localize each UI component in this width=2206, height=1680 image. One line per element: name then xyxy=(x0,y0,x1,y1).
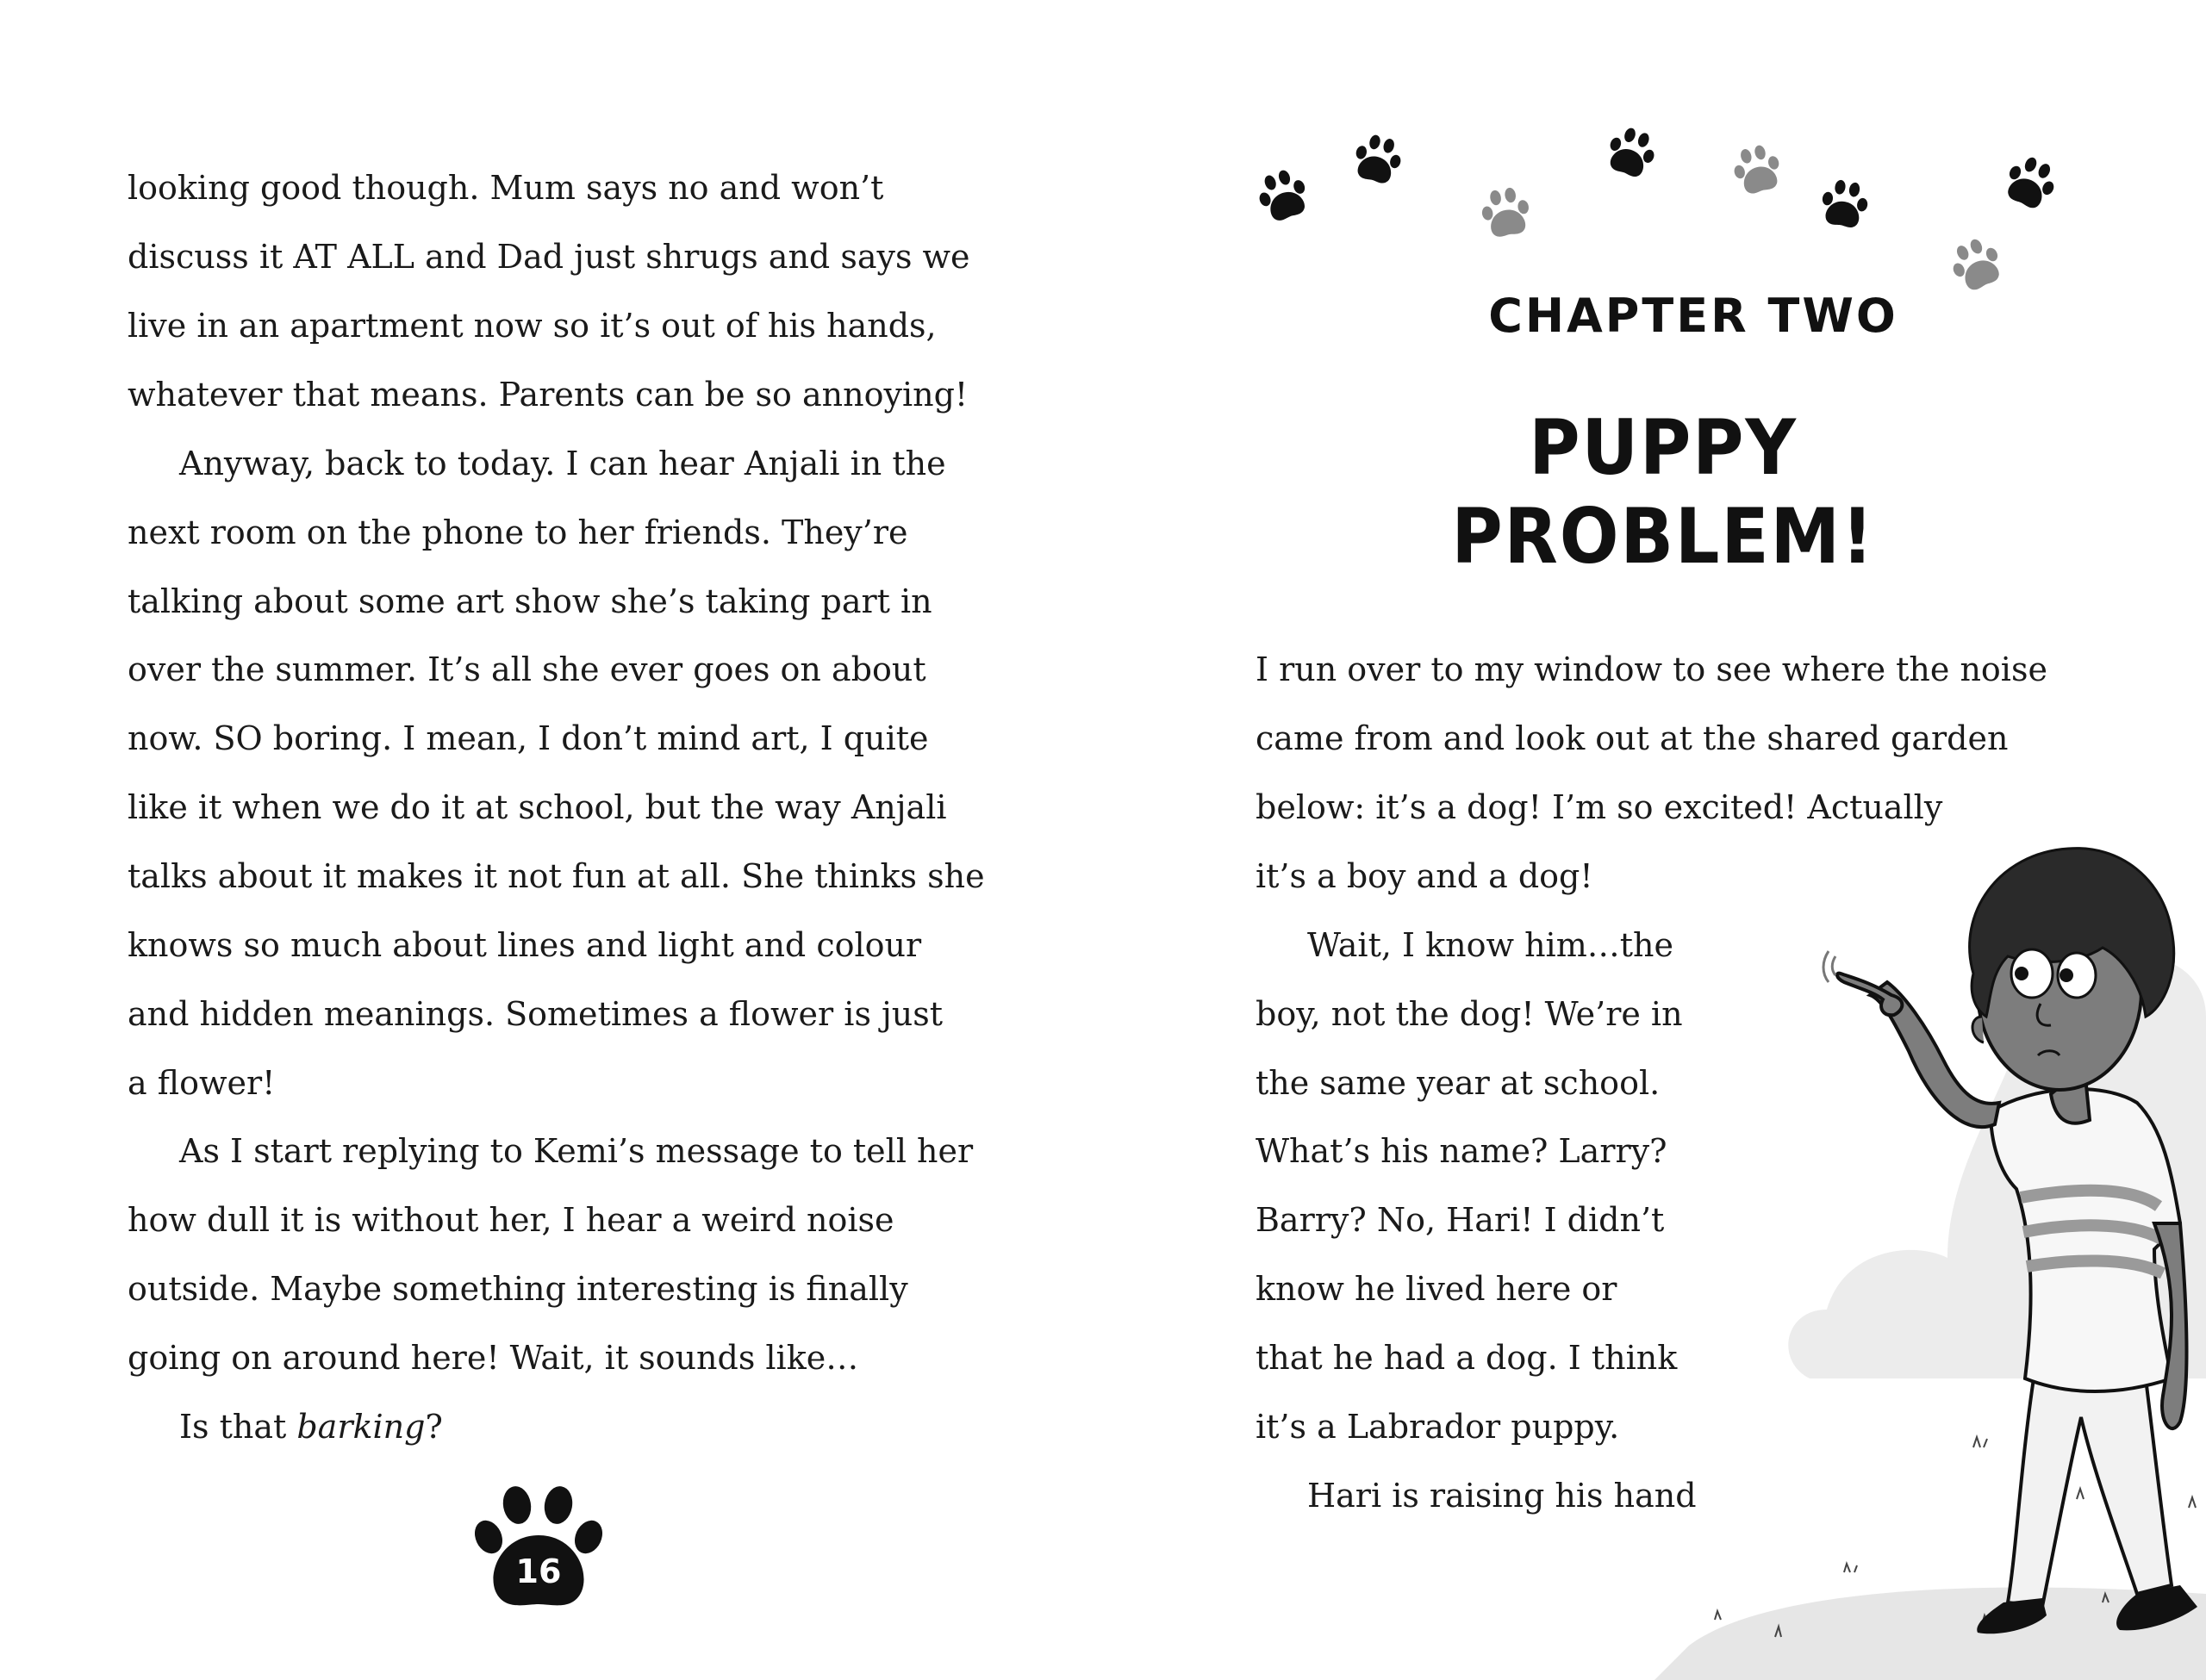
text-line: Anyway, back to today. I can hear Anjali in the xyxy=(179,445,946,482)
chapter-title: PUPPY PROBLEM! xyxy=(1451,403,1875,581)
text-line: Hari is raising his hand xyxy=(1307,1477,1697,1515)
text-line: the same year at school. xyxy=(1256,1064,1661,1102)
text-line: As I start replying to Kemi’s message to tell her xyxy=(179,1132,974,1170)
boy-trousers xyxy=(2008,1378,2172,1607)
paw-icon xyxy=(1479,185,1533,240)
paw-prints-decoration xyxy=(1241,121,2085,310)
text-line-last xyxy=(179,1408,443,1446)
text-line: know he lived here or xyxy=(1256,1270,1617,1308)
paw-icon xyxy=(1945,233,2007,295)
text-line: a flower! xyxy=(128,1064,276,1102)
right-pupil xyxy=(2060,968,2073,982)
text-line: next room on the phone to her friends. They’re xyxy=(128,513,908,551)
text-line: how dull it is without her, I hear a weird noise xyxy=(128,1201,894,1239)
text-line: knows so much about lines and light and colour xyxy=(128,926,922,964)
ear xyxy=(1972,1017,1984,1042)
text-line: outside. Maybe something interesting is finally xyxy=(128,1270,908,1308)
text-line: it’s a boy and a dog! xyxy=(1256,857,1593,895)
text-line: it’s a Labrador puppy. xyxy=(1256,1408,1620,1446)
text-line: talks about it makes it not fun at all. She thinks she xyxy=(128,857,985,895)
text-fragment: Is that xyxy=(179,1408,297,1446)
boy-pointing-illustration xyxy=(1586,844,2206,1680)
text-line: came from and look out at the shared garden xyxy=(1256,719,2009,757)
paw-icon xyxy=(1350,131,1406,186)
text-fragment: ? xyxy=(425,1408,443,1446)
text-line: boy, not the dog! We’re in xyxy=(1256,995,1683,1033)
text-line: Barry? No, Hari! I didn’t xyxy=(1256,1201,1665,1239)
emphasis-text: barking xyxy=(296,1408,426,1446)
text-line: looking good though. Mum says no and won’t xyxy=(128,169,884,207)
text-line: and hidden meanings. Sometimes a flower is just xyxy=(128,995,944,1033)
text-line: What’s his name? Larry? xyxy=(1256,1132,1667,1170)
left-pupil xyxy=(2015,967,2028,980)
text-line: discuss it AT ALL and Dad just shrugs and says we xyxy=(128,238,970,276)
text-line: going on around here! Wait, it sounds like… xyxy=(128,1339,859,1377)
text-line: talking about some art show she’s taking part in xyxy=(128,582,932,620)
text-line: Wait, I know him…the xyxy=(1307,926,1673,964)
text-line: I run over to my window to see where the noise xyxy=(1256,650,2047,688)
motion-lines xyxy=(1823,951,1835,982)
paw-icon xyxy=(1729,141,1785,196)
paw-icon xyxy=(1253,165,1313,226)
page-number: 16 xyxy=(515,1552,562,1590)
text-line: live in an apartment now so it’s out of his hands, xyxy=(128,307,937,345)
text-line: now. SO boring. I mean, I don’t mind art, I quite xyxy=(128,719,929,757)
paw-icon xyxy=(1999,151,2061,213)
chapter-label: CHAPTER TWO xyxy=(1488,289,1898,343)
text-line: below: it’s a dog! I’m so excited! Actually xyxy=(1256,788,1943,826)
text-line: like it when we do it at school, but the way Anjali xyxy=(128,788,947,826)
paw-icon xyxy=(1602,123,1661,181)
text-line: that he had a dog. I think xyxy=(1256,1339,1678,1377)
text-line: over the summer. It’s all she ever goes on about xyxy=(128,650,926,688)
ground-shadow xyxy=(1654,1588,2206,1680)
text-line: whatever that means. Parents can be so annoying! xyxy=(128,376,969,414)
paw-icon xyxy=(1818,177,1871,230)
paw-print-icon xyxy=(470,1484,608,1613)
